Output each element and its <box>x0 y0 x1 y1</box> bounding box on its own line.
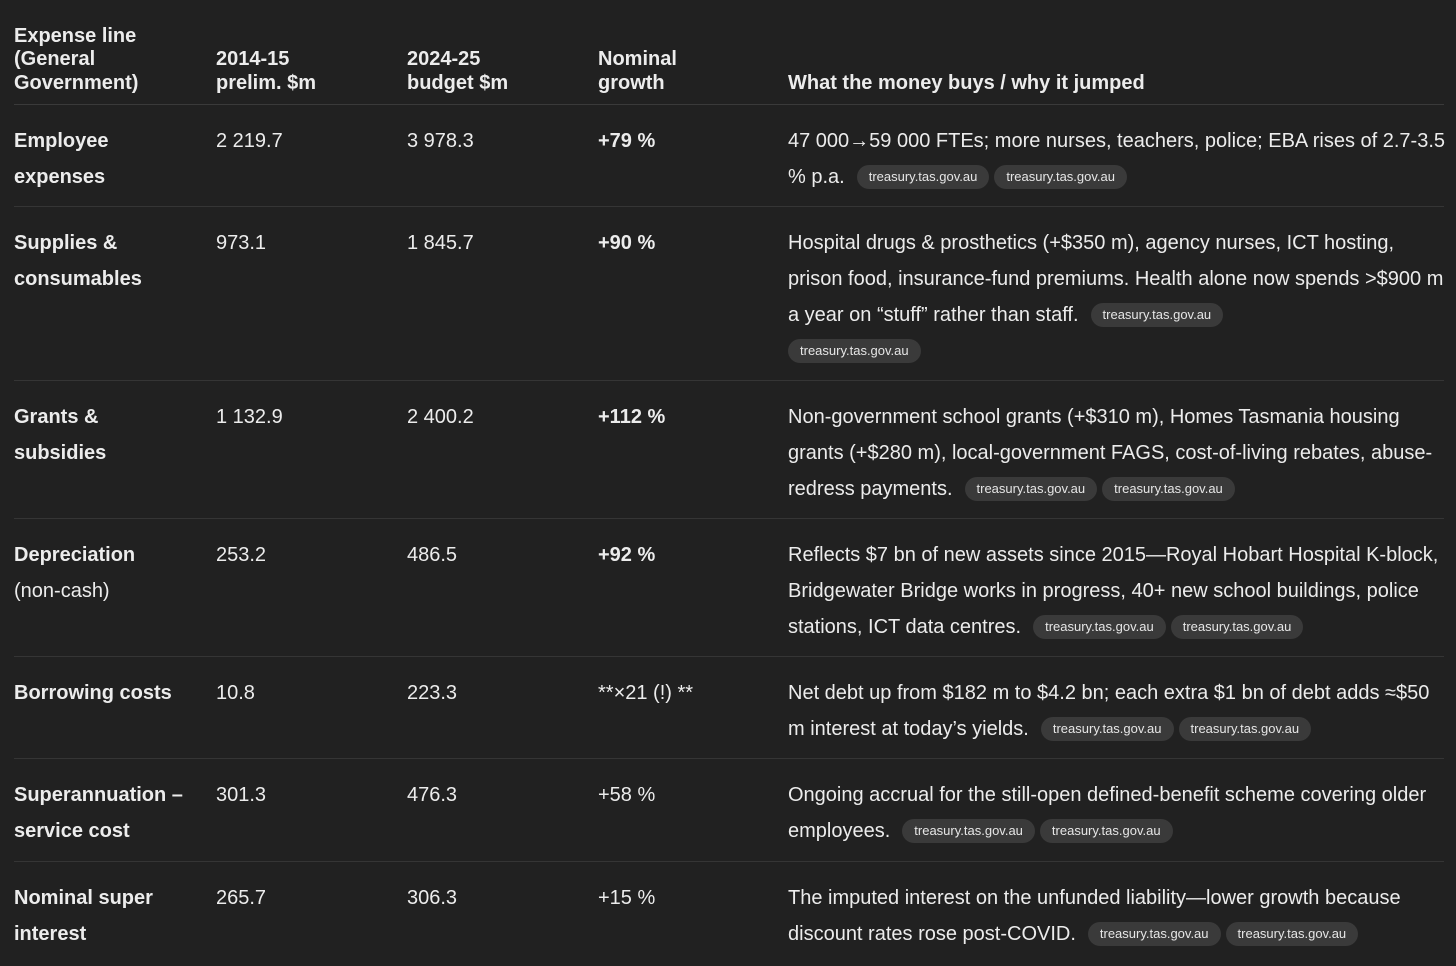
source-pill[interactable]: treasury.tas.gov.au <box>1040 819 1173 843</box>
source-pill[interactable]: treasury.tas.gov.au <box>1033 615 1166 639</box>
description-text: Hospital drugs & prosthetics (+$350 m), agency nurses, ICT hosting, prison food, insurance-fund premiums. Health alone now spends >$900 m a year on “stuff” rather than staff. <box>788 232 1444 326</box>
source-pill[interactable]: treasury.tas.gov.au <box>1041 717 1174 741</box>
value-2024-25: 223.3 <box>407 682 458 704</box>
description-cell <box>788 537 1448 645</box>
description-cell <box>788 880 1448 952</box>
header-expense-line: Expense line (General Government) <box>14 24 139 94</box>
table-row <box>14 207 1444 381</box>
expense-name: Superannuation – service cost <box>14 784 183 842</box>
header-description: What the money buys / why it jumped <box>788 71 1145 94</box>
source-pill[interactable]: treasury.tas.gov.au <box>994 165 1127 189</box>
expense-name: Grants & subsidies <box>14 406 107 464</box>
growth-value: **×21 (!) ** <box>598 682 694 704</box>
table-row <box>14 657 1444 759</box>
value-2014-15: 301.3 <box>216 784 267 806</box>
expense-name: Supplies & consumables <box>14 232 142 290</box>
description-text: The imputed interest on the unfunded liability—lower growth because discount rates rose post-COVID. <box>788 887 1401 945</box>
table-row <box>14 381 1444 519</box>
growth-value: +58 % <box>598 784 656 806</box>
expense-name-note: (non-cash) <box>14 580 110 602</box>
value-2024-25: 306.3 <box>407 887 458 909</box>
growth-value: +15 % <box>598 887 656 909</box>
header-2024-25: 2024-25 budget $m <box>407 48 509 94</box>
source-pill[interactable]: treasury.tas.gov.au <box>1091 303 1224 327</box>
description-cell <box>788 399 1448 507</box>
description-cell <box>788 123 1448 195</box>
expense-name-cell <box>14 537 194 609</box>
description-cell <box>788 225 1448 369</box>
description-text: Reflects $7 bn of new assets since 2015—Royal Hobart Hospital K-block, Bridgewater Bridge works in progress, 40+ new school buildings, police stations, ICT data centres. <box>788 544 1439 638</box>
expense-name: Employee expenses <box>14 130 109 188</box>
expense-name: Borrowing costs <box>14 682 172 704</box>
value-2024-25: 476.3 <box>407 784 458 806</box>
growth-value: +90 % <box>598 232 656 254</box>
description-text: Non-government school grants (+$310 m), Homes Tasmania housing grants (+$280 m), local-government FAGS, cost-of-living rebates, abuse-redress payments. <box>788 406 1433 500</box>
expense-name: Nominal super interest <box>14 887 153 945</box>
value-2014-15: 265.7 <box>216 887 267 909</box>
source-pill[interactable]: treasury.tas.gov.au <box>902 819 1035 843</box>
value-2024-25: 3 978.3 <box>407 130 474 152</box>
value-2014-15: 10.8 <box>216 682 255 704</box>
source-pill[interactable]: treasury.tas.gov.au <box>857 165 990 189</box>
description-text: Ongoing accrual for the still-open defined-benefit scheme covering older employees. <box>788 784 1427 842</box>
table-header <box>14 0 1444 105</box>
header-nominal-growth: Nominal growth <box>598 48 677 94</box>
value-2024-25: 2 400.2 <box>407 406 474 428</box>
source-pill[interactable]: treasury.tas.gov.au <box>1226 922 1359 946</box>
table-row <box>14 759 1444 862</box>
description-text: Net debt up from $182 m to $4.2 bn; each extra $1 bn of debt adds ≈$50 m interest at today’s yields. <box>788 682 1430 740</box>
growth-value: +79 % <box>598 130 656 152</box>
description-cell <box>788 777 1448 849</box>
source-pill[interactable]: treasury.tas.gov.au <box>965 477 1098 501</box>
growth-value: +112 % <box>598 406 666 428</box>
source-pill[interactable]: treasury.tas.gov.au <box>788 339 921 363</box>
header-2014-15: 2014-15 prelim. $m <box>216 48 317 94</box>
value-2024-25: 1 845.7 <box>407 232 474 254</box>
table-row <box>14 105 1444 207</box>
expense-name: Depreciation <box>14 544 136 566</box>
source-pill[interactable]: treasury.tas.gov.au <box>1088 922 1221 946</box>
value-2014-15: 973.1 <box>216 232 267 254</box>
table-row <box>14 519 1444 657</box>
description-text: 47 000→59 000 FTEs; more nurses, teachers, police; EBA rises of 2.7-3.5 % p.a. <box>788 130 1446 188</box>
source-pill[interactable]: treasury.tas.gov.au <box>1102 477 1235 501</box>
expense-table <box>14 0 1444 966</box>
description-cell <box>788 675 1448 747</box>
source-pill[interactable]: treasury.tas.gov.au <box>1171 615 1304 639</box>
source-pill[interactable]: treasury.tas.gov.au <box>1179 717 1312 741</box>
value-2014-15: 253.2 <box>216 544 267 566</box>
value-2014-15: 2 219.7 <box>216 130 283 152</box>
value-2024-25: 486.5 <box>407 544 458 566</box>
value-2014-15: 1 132.9 <box>216 406 283 428</box>
growth-value: +92 % <box>598 544 656 566</box>
table-row <box>14 862 1444 966</box>
